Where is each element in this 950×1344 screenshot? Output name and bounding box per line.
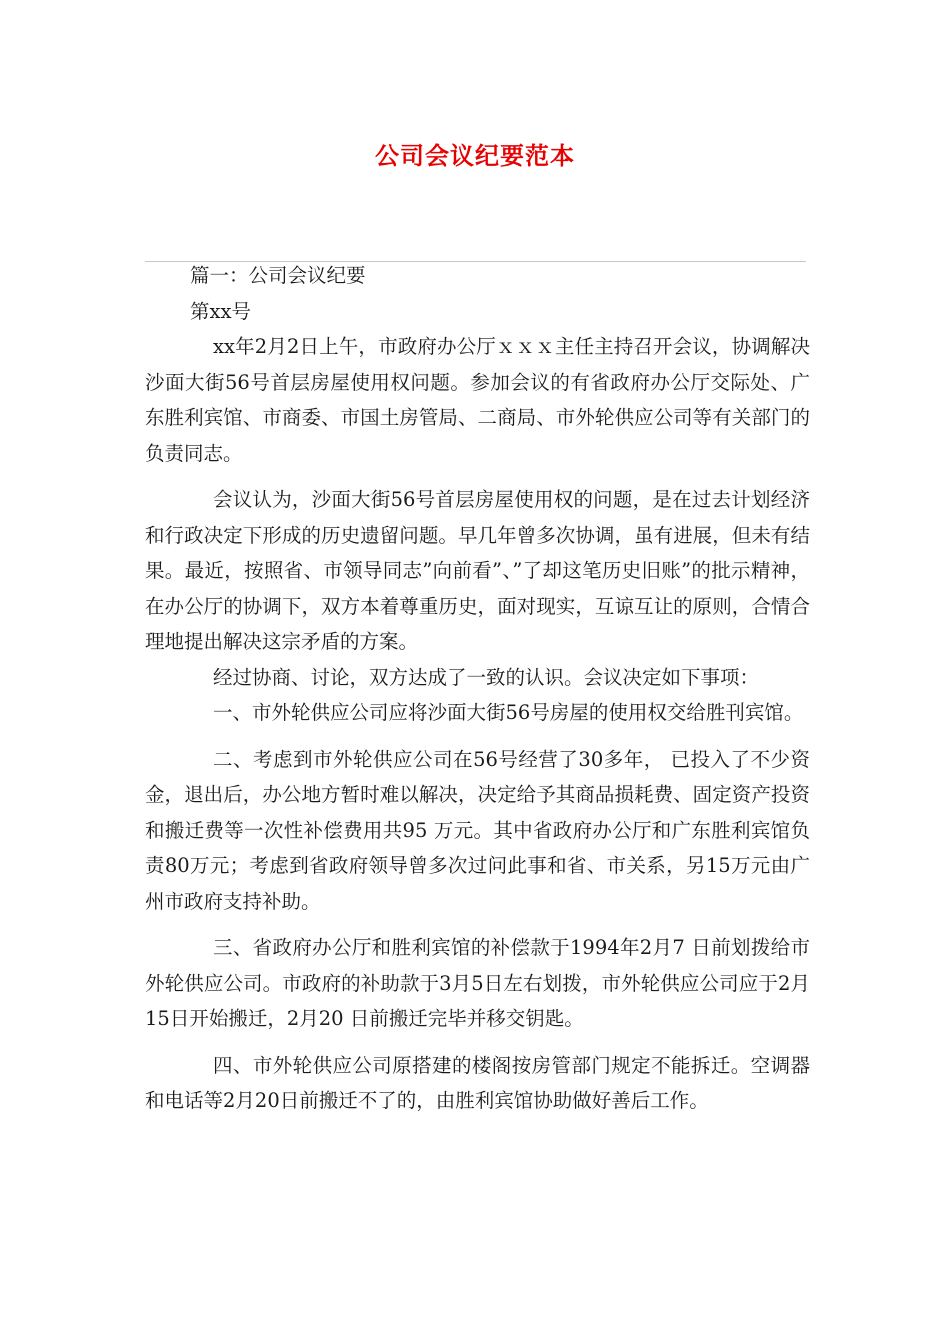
page-title: 公司会议纪要范本 — [375, 142, 575, 170]
document-body — [145, 258, 810, 1119]
decision-item-1: 一、市外轮供应公司应将沙面大街56号房屋的使用权交给胜刊宾馆。 — [213, 701, 804, 724]
decision-item-3: 三、省政府办公厅和胜利宾馆的补偿款于1994年2月7 日前划拨给市外轮供应公司。市政府的补助款于3月5日左右划拨，市外轮供应公司应于2月15日开始搬迁，2月20 日前搬迁完毕并移交钥匙。 — [145, 936, 810, 1030]
document-number: 第xx号 — [190, 299, 251, 323]
intro-paragraph: xx年2月2日上午，市政府办公厅ｘｘｘ主任主持召开会议，协调解决沙面大街56号首层房屋使用权问题。参加会议的有省政府办公厅交际处、广东胜利宾馆、市商委、市国土房管局、二商局、市外轮供应公司等有关部门的负责同志。 — [145, 335, 810, 465]
section-heading: 篇一：公司会议纪要 — [190, 264, 366, 287]
opinion-paragraph: 会议认为，沙面大街56号首层房屋使用权的问题，是在过去计划经济和行政决定下形成的历史遗留问题。早几年曾多次协调，虽有进展，但未有结果。最近，按照省、市领导同志”向前看”、”了却这笔历史旧账”的批示精神，在办公厅的协调下，双方本着尊重历史，面对现实，互谅互让的原则，合情合理地提出解决这宗矛盾的方案。 — [145, 488, 810, 653]
decision-item-2: 二、考虑到市外轮供应公司在56号经营了30多年， 已投入了不少资金，退出后，办公地方暂时难以解决，决定给予其商品损耗费、固定资产投资和搬迁费等一次性补偿费用共95 万元。其中省政府办公厅和广东胜利宾馆负责80万元；考虑到省政府领导曾多次过问此事和省、市关系，另15万元由广州市政府支持补助。 — [145, 747, 810, 913]
decision-item-4: 四、市外轮供应公司原搭建的楼阁按房管部门规定不能拆迁。空调器和电话等2月20日前搬迁不了的，由胜利宾馆协助做好善后工作。 — [145, 1053, 810, 1112]
consensus-paragraph: 经过协商、讨论，双方达成了一致的认识。会议决定如下事项： — [213, 665, 760, 689]
